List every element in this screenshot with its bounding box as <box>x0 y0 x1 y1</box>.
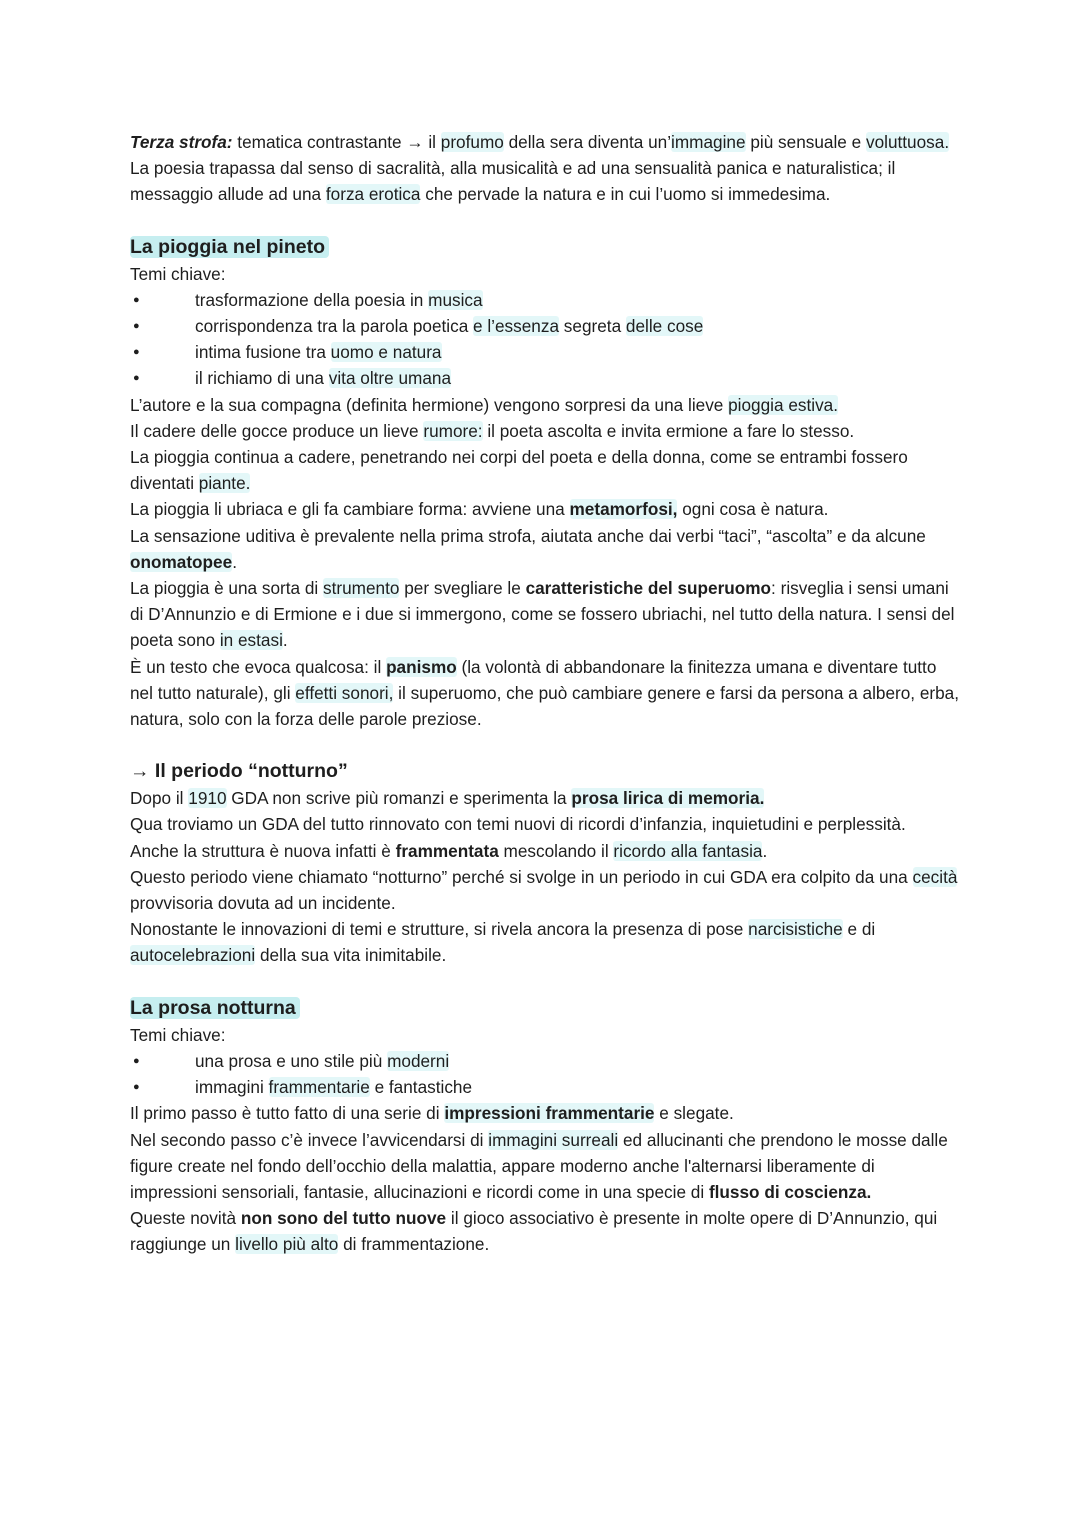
bold-text: Terza strofa: <box>130 132 233 152</box>
bullet-item <box>130 1074 960 1100</box>
text-run: La pioggia li ubriaca e gli fa cambiare forma: avviene una <box>130 499 570 520</box>
text-run: e slegate. <box>654 1103 734 1124</box>
paragraph <box>130 575 960 654</box>
bullet-item <box>130 313 960 339</box>
paragraph <box>130 785 960 811</box>
bullet-item <box>130 339 960 365</box>
highlighted-text: autocelebrazioni <box>130 945 256 966</box>
text-run: . <box>232 551 237 572</box>
bullet-item <box>130 287 960 313</box>
section-heading <box>130 758 960 785</box>
bullet-list <box>130 287 960 392</box>
paragraph <box>130 1022 960 1048</box>
bold-text: caratteristiche del superuomo <box>525 578 772 599</box>
paragraph <box>130 392 960 418</box>
section-spacer <box>130 732 960 758</box>
text-run: tematica contrastante → il <box>232 132 441 152</box>
paragraph <box>130 418 960 444</box>
highlighted-text: metamorfosi, <box>569 499 678 520</box>
text-run: Il primo passo è tutto fatto di una serie di <box>130 1103 445 1124</box>
text-run: più sensuale e <box>745 132 866 152</box>
highlighted-text: livello più alto <box>235 1234 339 1255</box>
paragraph <box>130 470 960 496</box>
document-page <box>130 129 960 1258</box>
highlighted-text: piante. <box>198 473 251 494</box>
paragraph <box>130 496 960 522</box>
highlighted-text: panismo <box>386 656 457 677</box>
bullet-item <box>130 365 960 391</box>
text-run: trasformazione della poesia in <box>195 289 429 310</box>
highlighted-text: impressioni frammentarie <box>444 1103 655 1124</box>
text-run: ogni cosa è natura. <box>677 499 829 520</box>
text-run: della sua vita inimitabile. <box>255 945 447 966</box>
highlighted-text: 1910 <box>188 788 227 809</box>
paragraph <box>130 838 960 864</box>
text-run: È un testo che evoca qualcosa: il <box>130 656 387 677</box>
text-run: della sera diventa un’ <box>503 132 672 152</box>
text-run: : risveglia i sensi umani di D’Annunzio e di Ermione e i due si immergono, come se fossero ubriachi, nel tutto della natura. I sensi del poeta sono <box>130 578 955 651</box>
bullet-item <box>130 1048 960 1074</box>
highlighted-text: vita oltre umana <box>328 368 452 389</box>
text-run: (la volontà di abbandonare la finitezza umana e diventare tutto nel tutto naturale), gli <box>130 656 937 703</box>
text-run: Queste novità <box>130 1208 241 1229</box>
highlighted-text: prosa lirica di memoria. <box>571 788 765 809</box>
text-run: ed allucinanti che prendono le mosse dalle figure create nel fondo dell’occhio della malattia, appare moderno anche l'alternarsi liberamente di impressioni sensoriali, fantasie, allucinazioni e ricordi come in una specie di <box>130 1129 948 1202</box>
paragraph <box>130 1127 960 1206</box>
text-run: mescolando il <box>498 840 614 861</box>
text-run: La pioggia è una sorta di <box>130 578 324 599</box>
paragraph <box>130 864 960 916</box>
text-run: Il cadere delle gocce produce un lieve <box>130 420 424 441</box>
text-run: che pervade la natura e in cui l’uomo si immedesima. <box>420 184 831 205</box>
text-run: Nel secondo passo c’è invece l’avvicendarsi di <box>130 1129 489 1150</box>
paragraph <box>130 811 960 837</box>
text-run: Nonostante le innovazioni di temi e strutture, si rivela ancora la presenza di pose <box>130 919 749 940</box>
text-run: La sensazione uditiva è prevalente nella prima strofa, aiutata anche dai verbi “taci”, “ascolta” e da alcune <box>130 525 926 546</box>
text-run: intima fusione tra <box>195 342 331 363</box>
highlighted-text: strumento <box>323 578 400 599</box>
text-run: diventati <box>130 473 199 494</box>
paragraph <box>130 916 960 968</box>
section-heading-text: La pioggia nel pineto <box>130 236 329 258</box>
highlighted-text: voluttuosa. <box>865 132 950 152</box>
paragraph <box>130 1205 960 1257</box>
highlighted-text: musica <box>428 289 483 310</box>
highlighted-text: immagini surreali <box>488 1129 619 1150</box>
paragraph <box>130 129 960 155</box>
text-run: Dopo il <box>130 788 189 809</box>
paragraph <box>130 523 960 575</box>
highlighted-text: uomo e natura <box>330 342 442 363</box>
paragraph <box>130 261 960 287</box>
highlighted-text: effetti sonori, <box>295 682 394 703</box>
highlighted-text: rumore: <box>423 420 483 441</box>
text-run: per svegliare le <box>399 578 526 599</box>
bold-text: non sono del tutto nuove <box>240 1208 447 1229</box>
section-heading <box>130 995 960 1022</box>
text-run: GDA non scrive più romanzi e sperimenta la <box>226 788 572 809</box>
paragraph <box>130 155 960 207</box>
text-run: Qua troviamo un GDA del tutto rinnovato con temi nuovi di ricordi d’infanzia, inquietudini e perplessità. <box>130 814 906 835</box>
highlighted-text: in estasi <box>219 630 283 651</box>
text-run: segreta <box>559 316 626 337</box>
highlighted-text: immagine <box>671 132 746 152</box>
highlighted-text: delle cose <box>625 316 704 337</box>
section-spacer <box>130 208 960 234</box>
highlighted-text: cecità <box>912 866 958 887</box>
bullet-list <box>130 1048 960 1100</box>
bold-text: flusso di coscienza. <box>708 1181 872 1202</box>
highlighted-text: pioggia estiva. <box>728 394 839 415</box>
text-run: immagini <box>195 1077 269 1098</box>
section-spacer <box>130 969 960 995</box>
text-run: il superuomo, che può cambiare genere e farsi da persona a albero, erba, natura, solo con la forza delle parole preziose. <box>130 682 960 730</box>
highlighted-text: narcisistiche <box>748 919 843 940</box>
text-run: di frammentazione. <box>338 1234 490 1255</box>
highlighted-text: frammentarie <box>268 1077 370 1098</box>
section-heading-text: → Il periodo “notturno” <box>130 760 348 783</box>
text-run: Temi chiave: <box>130 263 226 284</box>
paragraph <box>130 444 960 470</box>
text-run: il gioco associativo è presente in molte opere di D’Annunzio, qui raggiunge un <box>130 1208 938 1255</box>
text-run: Temi chiave: <box>130 1024 226 1045</box>
text-run: una prosa e uno stile più <box>195 1050 388 1071</box>
text-run: . <box>762 840 768 861</box>
bold-text: frammentata <box>395 840 499 861</box>
text-run: La pioggia continua a cadere, penetrando nei corpi del poeta e della donna, come se entrambi fossero <box>130 447 908 468</box>
highlighted-text: moderni <box>387 1050 450 1071</box>
text-run: corrispondenza tra la parola poetica <box>195 316 474 337</box>
highlighted-text: e l’essenza <box>473 316 560 337</box>
text-run: e fantastiche <box>369 1077 473 1098</box>
text-run: Questo periodo viene chiamato “notturno” perché si svolge in un periodo in cui GDA era colpito da una <box>130 866 913 887</box>
text-run: Anche la struttura è nuova infatti è <box>130 840 396 861</box>
text-run: e di <box>842 919 876 940</box>
highlighted-text: onomatopee <box>130 551 233 572</box>
text-run: il poeta ascolta e invita ermione a fare lo stesso. <box>482 420 855 441</box>
text-run: . <box>282 630 288 651</box>
paragraph <box>130 1100 960 1126</box>
paragraph <box>130 654 960 733</box>
section-heading-text: La prosa notturna <box>130 997 300 1019</box>
text-run: provvisoria dovuta ad un incidente. <box>130 893 396 914</box>
section-heading <box>130 234 960 261</box>
highlighted-text: ricordo alla fantasia <box>613 840 763 861</box>
text-run: il richiamo di una <box>195 368 329 389</box>
highlighted-text: forza erotica <box>325 184 421 205</box>
highlighted-text: profumo <box>440 132 504 152</box>
text-run: L’autore e la sua compagna (definita hermione) vengono sorpresi da una lieve <box>130 394 729 415</box>
text-run: La poesia trapassa dal senso di sacralità, alla musicalità e ad una sensualità panica e naturalistica; il messaggio allude ad una <box>130 158 896 205</box>
